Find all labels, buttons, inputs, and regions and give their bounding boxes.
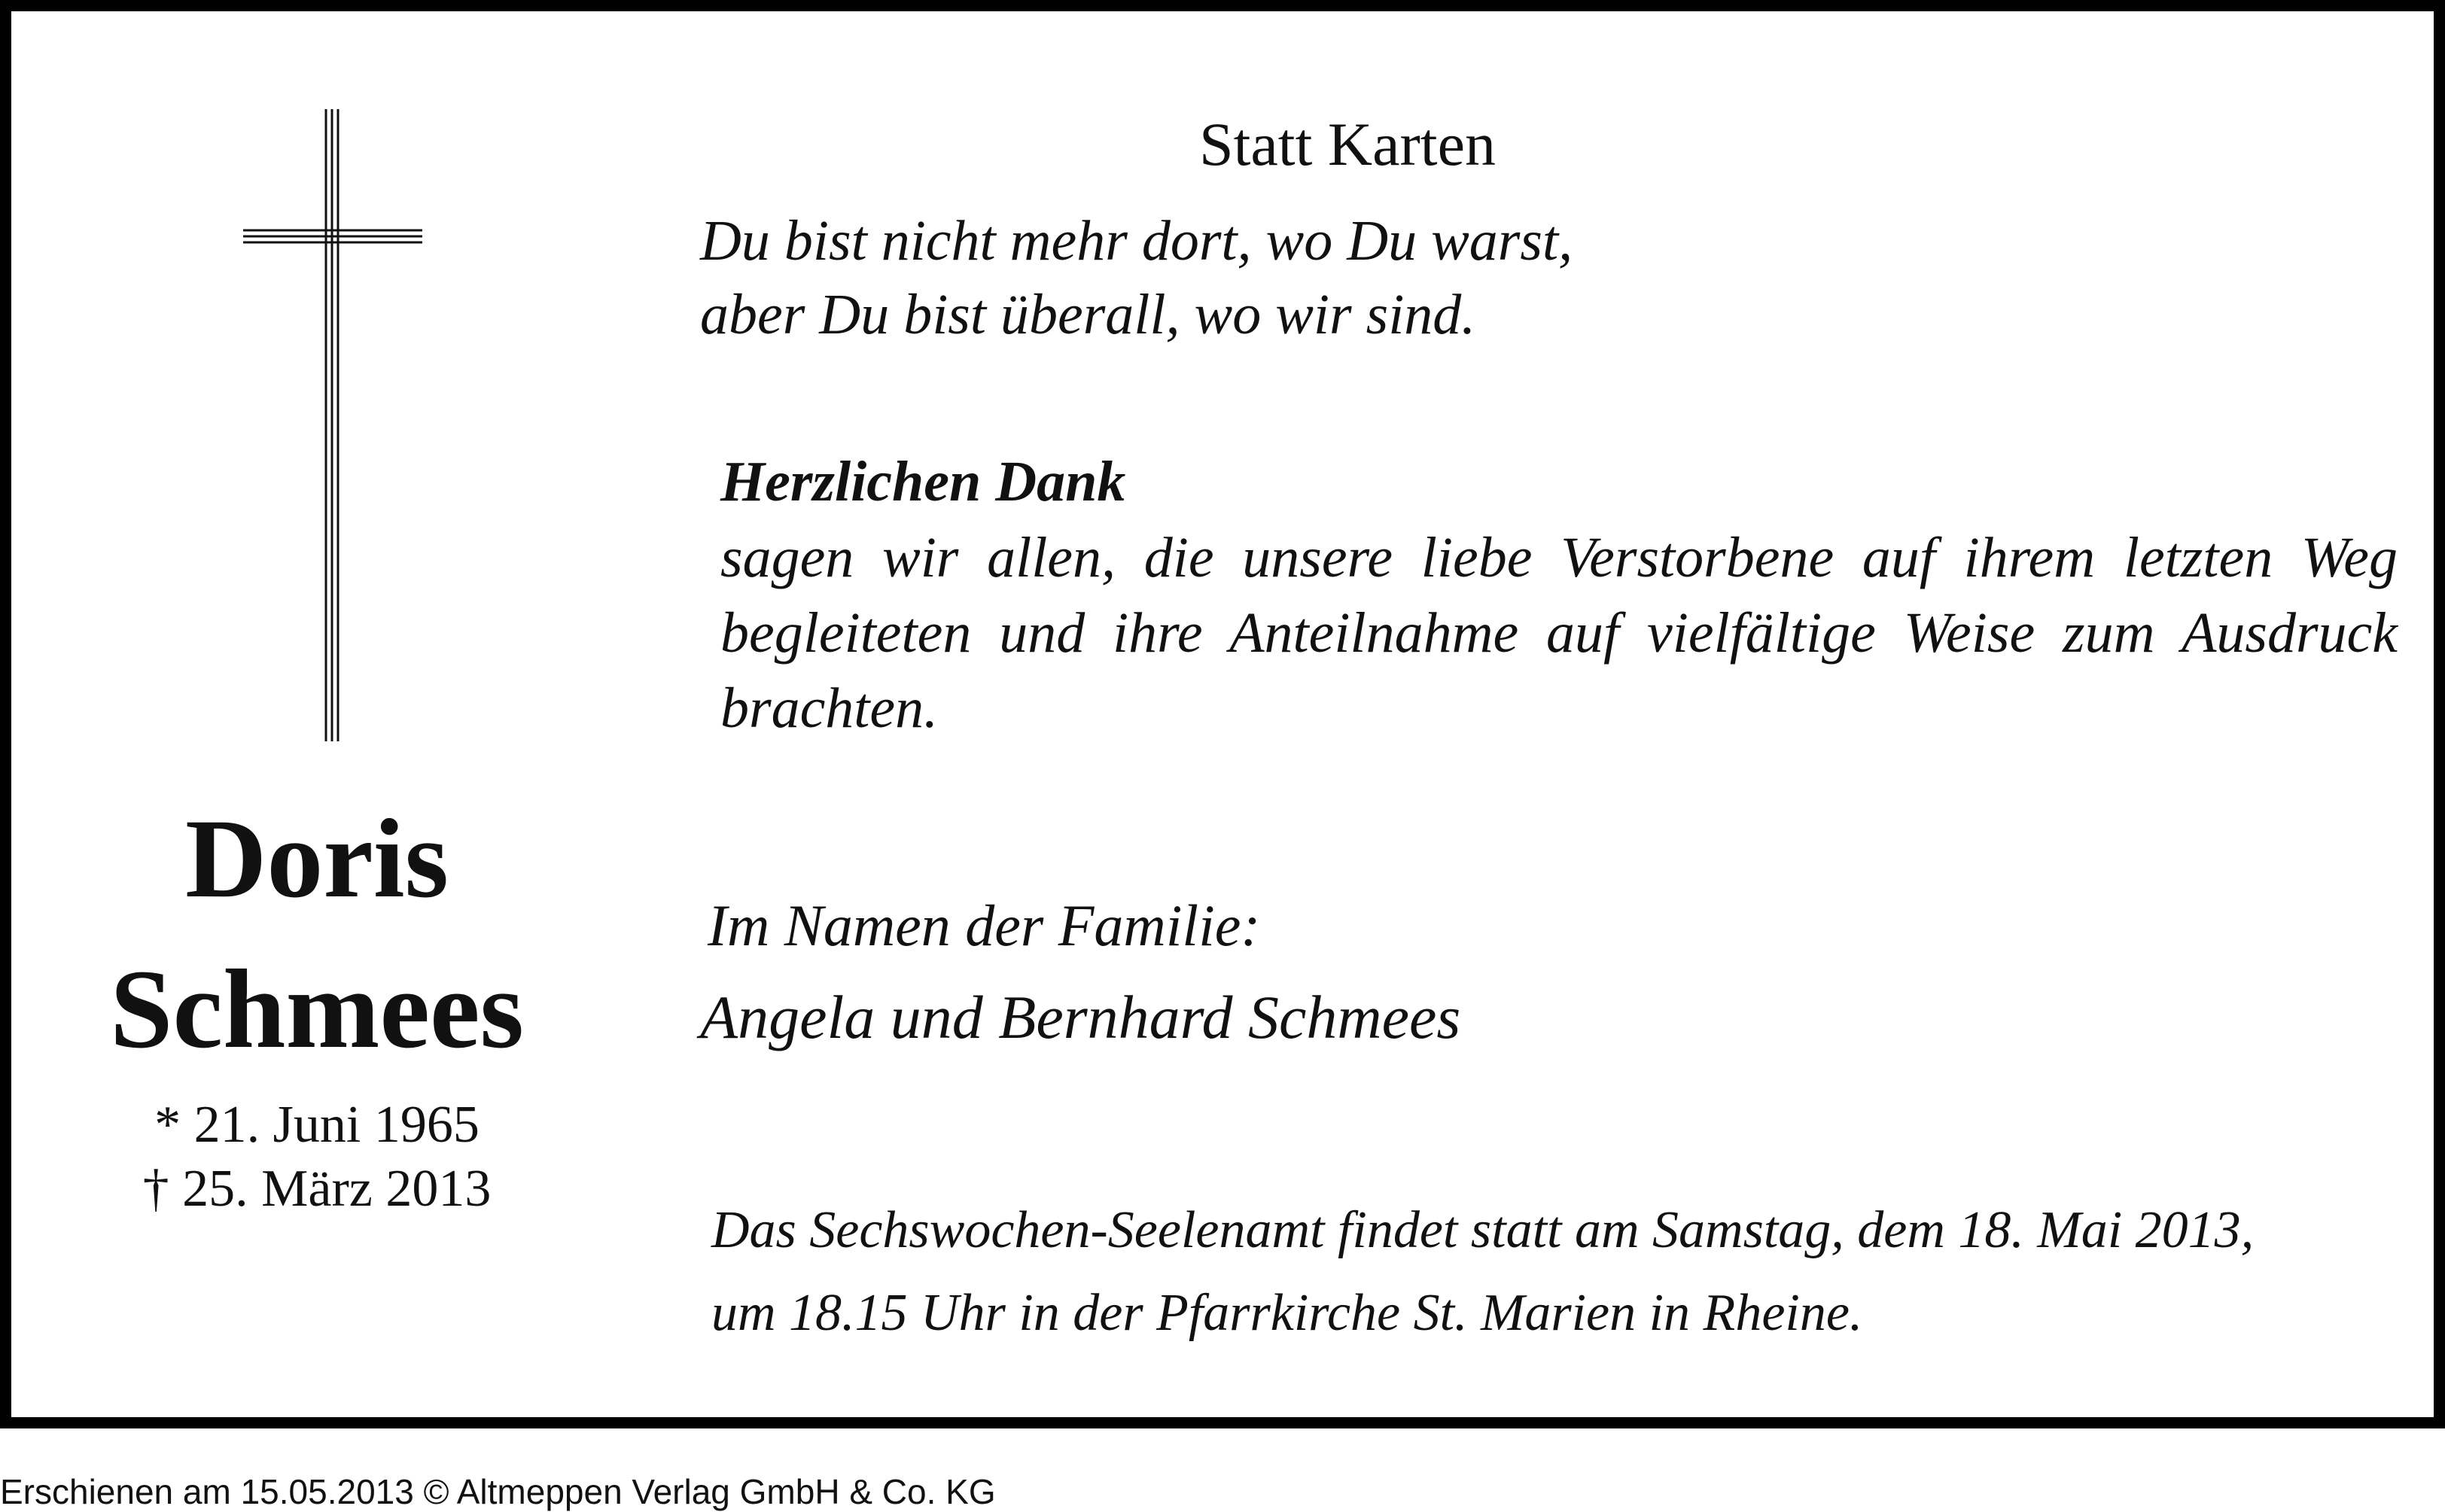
family-label: Im Namen der Familie:	[708, 893, 1261, 958]
quote-line-1: Du bist nicht mehr dort, wo Du warst,	[700, 209, 1573, 272]
thanks-body: sagen wir allen, die unsere liebe Verstorbene auf ihrem letzten Weg begleiteten und ihre Anteilnahme auf vielfältige Weise zum Ausdruck brachten.	[720, 526, 2398, 740]
thanks-title: Herzlichen Dank	[720, 450, 1126, 513]
cross-icon	[243, 109, 422, 741]
publication-footer: Erschienen am 15.05.2013 © Altmeppen Verlag GmbH & Co. KG	[0, 1472, 996, 1511]
service-line-2: um 18.15 Uhr in der Pfarrkirche St. Marien in Rheine.	[711, 1284, 1863, 1342]
deceased-first-name: Doris	[185, 796, 449, 921]
death-date: † 25. März 2013	[142, 1160, 492, 1218]
header-title: Statt Karten	[1199, 110, 1496, 178]
family-names: Angela und Bernhard Schmees	[700, 983, 1461, 1051]
deceased-last-name: Schmees	[110, 947, 524, 1072]
service-line-1: Das Sechswochen-Seelenamt findet statt am Samstag, dem 18. Mai 2013,	[711, 1201, 2255, 1259]
quote-line-2: aber Du bist überall, wo wir sind.	[700, 283, 1476, 346]
birth-date: * 21. Juni 1965	[154, 1096, 480, 1154]
